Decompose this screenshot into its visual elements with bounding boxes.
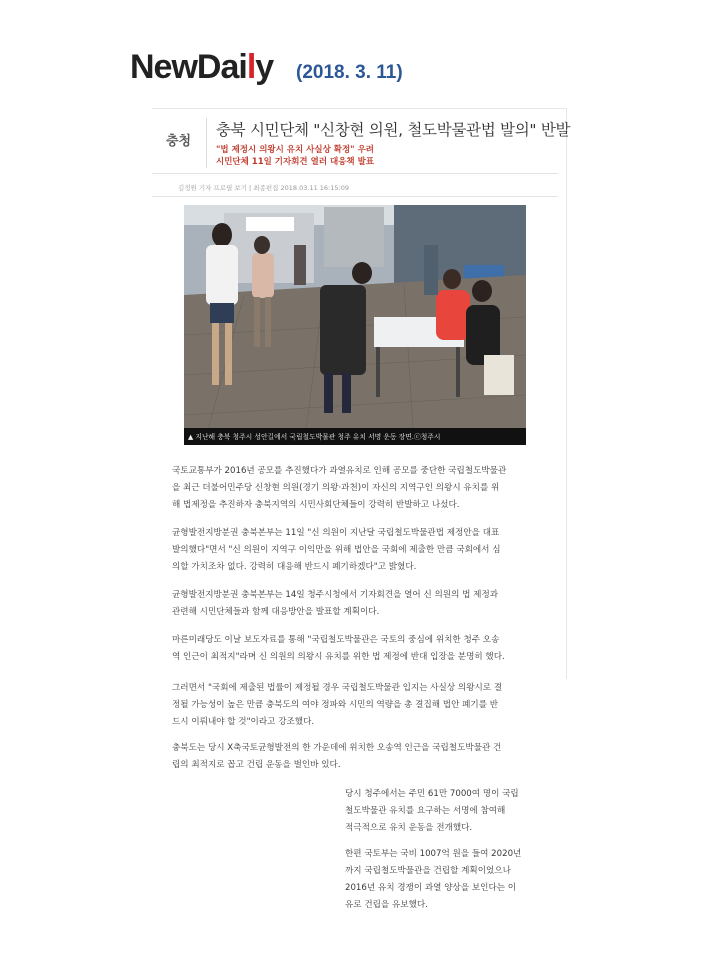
paragraph-line: 균형발전지방분권 충북본부는 11일 "신 의원이 지난달 국립철도박물관법 제정안을 대표 — [172, 528, 500, 538]
paragraph-line: 충북도는 당시 X축국토균형발전의 한 가운데에 위치한 오송역 인근을 국립철도박물관 건 — [172, 743, 502, 753]
paragraph-2 — [172, 525, 501, 576]
headline-rule — [152, 173, 558, 174]
paragraph-8 — [345, 846, 521, 914]
subheadline-1: "법 제정시 의왕시 유치 사실상 확정" 우려 — [216, 145, 374, 155]
paragraph-line: 드시 이뤄내야 할 것"이라고 강조했다. — [172, 717, 315, 727]
publication-date: (2018. 3. 11) — [296, 62, 403, 83]
logo-text-main: NewDai — [130, 48, 247, 86]
paragraph-line: 당시 청주에서는 주민 61만 7000여 명이 국립 — [345, 789, 519, 799]
paragraph-line: 까지 국립철도박물관을 건립할 계획이었으나 — [345, 866, 511, 876]
header-divider — [206, 118, 207, 168]
paragraph-line: 역 인근이 최적지"라며 신 의원의 의왕시 유치를 위한 법 제정에 반대 입장을 분명히 했다. — [172, 652, 505, 662]
photo-caption: ▲ 지난해 충북 청주시 성안길에서 국립철도박물관 청주 유치 서명 운동 장면.ⓒ청주시 — [188, 433, 441, 441]
article-photo — [184, 205, 526, 445]
article-headline: 충북 시민단체 "신창현 의원, 철도박물관법 발의" 반발 — [216, 121, 571, 139]
paragraph-line: 마른미래당도 이날 보도자료를 통해 "국립철도박물관은 국토의 중심에 위치한 청주 오송 — [172, 635, 500, 645]
paragraph-line: 발의했다"면서 "신 의원이 지역구 이익만을 위해 법안을 국회에 제출한 만큼 국회에서 심 — [172, 545, 501, 555]
paragraph-line: 유로 건립을 유보했다. — [345, 900, 428, 910]
subheadline-2: 시민단체 11일 기자회견 열러 대응책 발표 — [216, 157, 375, 167]
logo-text-accent: l — [246, 48, 256, 86]
paragraph-line: 관련해 시민단체들과 함께 대응방안을 발표할 계획이다. — [172, 607, 380, 617]
paragraph-line: 해 법제정을 추진하자 충북지역의 시민사회단체들이 강력히 반발하고 나섰다. — [172, 500, 460, 510]
paragraph-line: 균형발전지방분권 충북본부는 14일 청주시청에서 기자회견을 열어 신 의원의 법 제정과 — [172, 590, 499, 600]
section-tag: 충청 — [166, 134, 192, 149]
paragraph-1 — [172, 463, 506, 514]
paragraph-line: 정될 가능성이 높은 만큼 충북도의 여야 정파와 시민의 역량을 총 결집해 법안 폐기를 반 — [172, 700, 499, 710]
paragraph-line: 립의 최적지로 꼽고 건립 운동을 벌인바 있다. — [172, 760, 341, 770]
paragraph-line: 적극적으로 유치 운동을 전개했다. — [345, 823, 473, 833]
paragraph-line: 을 최근 더불어민주당 신창현 의원(경기 의왕·과천)이 자신의 지역구인 의왕시 유치를 위 — [172, 483, 500, 493]
article-byline: 김정원 기자 프로필 보기 | 최종편집 2018.03.11 16:15:09 — [178, 184, 349, 192]
photo-caption-bar — [184, 428, 526, 445]
paragraph-line: 의할 가치조차 없다. 강력히 대응해 반드시 폐기하겠다"고 밝혔다. — [172, 562, 417, 572]
paragraph-line: 2016년 유치 경쟁이 과열 양상을 보인다는 이 — [345, 883, 517, 893]
paragraph-line: 국토교통부가 2016년 공모를 추진했다가 과열유치로 인해 공모를 중단한 국립철도박물관 — [172, 466, 507, 476]
paragraph-4 — [172, 632, 505, 666]
street-signature-scene — [184, 205, 526, 445]
paragraph-line: 철도박물관 유치를 요구하는 서명에 참여해 — [345, 806, 506, 816]
paragraph-line: 그러면서 "국회에 제출된 법률이 제정될 경우 국립철도박물관 입지는 사실상 의왕시로 결 — [172, 683, 503, 693]
logo-text-end: y — [255, 48, 274, 86]
byline-rule — [152, 196, 558, 197]
paragraph-7 — [345, 786, 519, 837]
paragraph-5 — [172, 680, 502, 731]
paragraph-line: 한편 국토부는 국비 1007억 원을 들여 2020년 — [345, 849, 522, 859]
paragraph-6 — [172, 740, 501, 774]
paragraph-3 — [172, 587, 498, 621]
newdaily-logo — [130, 48, 273, 87]
